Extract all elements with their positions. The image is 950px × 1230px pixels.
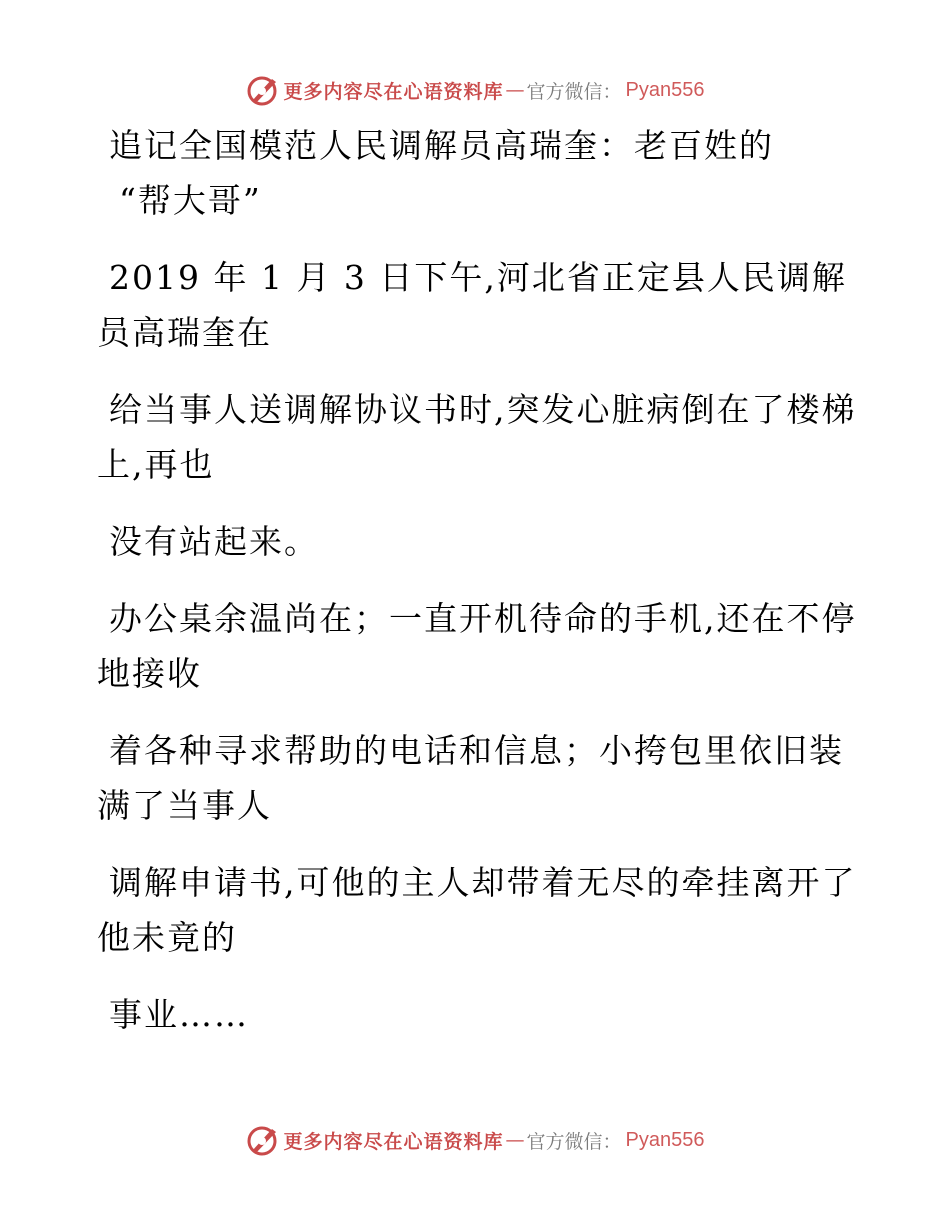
banner-dash: — xyxy=(505,1129,525,1151)
banner-text: 更多内容尽在心语资料库 xyxy=(283,1130,504,1153)
title-line: 追记全国模范人民调解员高瑞奎：老百姓的 xyxy=(109,126,774,165)
paragraph-line: 办公桌余温尚在；一直开机待命的手机,还在不停 xyxy=(109,599,857,638)
paragraph-line: 着各种寻求帮助的电话和信息；小挎包里依旧装 xyxy=(109,731,844,770)
paragraph-line: 没有站起来。 xyxy=(109,522,319,561)
paragraph xyxy=(97,514,857,569)
paragraph-line: 满了当事人 xyxy=(97,786,272,825)
paragraph xyxy=(97,987,857,1042)
article-body xyxy=(97,118,857,1064)
paragraph-line: 地接收 xyxy=(97,654,202,693)
header-banner xyxy=(0,70,950,110)
paragraph-line: 2019 年 1 月 3 日下午,河北省正定县人民调解 xyxy=(109,258,847,297)
article-title xyxy=(97,118,857,228)
paragraph xyxy=(97,250,857,360)
paragraph xyxy=(97,591,857,701)
paragraph-line: 员高瑞奎在 xyxy=(97,313,272,352)
banner-wechat-id: Pyan556 xyxy=(625,78,705,101)
footer-banner xyxy=(0,1120,950,1160)
paragraph-line: 调解申请书,可他的主人却带着无尽的牵挂离开了 xyxy=(109,863,857,902)
pen-logo-icon xyxy=(246,73,280,107)
banner-wechat-label: 官方微信： xyxy=(526,1130,622,1153)
paragraph-line: 他未竟的 xyxy=(97,918,237,957)
banner-dash: — xyxy=(505,79,525,101)
banner-wechat-label: 官方微信： xyxy=(526,80,622,103)
banner-text: 更多内容尽在心语资料库 xyxy=(283,80,504,103)
paragraph xyxy=(97,855,857,965)
paragraph-line: 给当事人送调解协议书时,突发心脏病倒在了楼梯 xyxy=(109,390,857,429)
title-line: “帮大哥” xyxy=(119,181,262,220)
paragraph xyxy=(97,723,857,833)
paragraph xyxy=(97,382,857,492)
banner-wechat-id: Pyan556 xyxy=(625,1128,705,1151)
paragraph-line: 事业…… xyxy=(109,995,249,1034)
pen-logo-icon xyxy=(246,1123,280,1157)
paragraph-line: 上,再也 xyxy=(97,445,215,484)
